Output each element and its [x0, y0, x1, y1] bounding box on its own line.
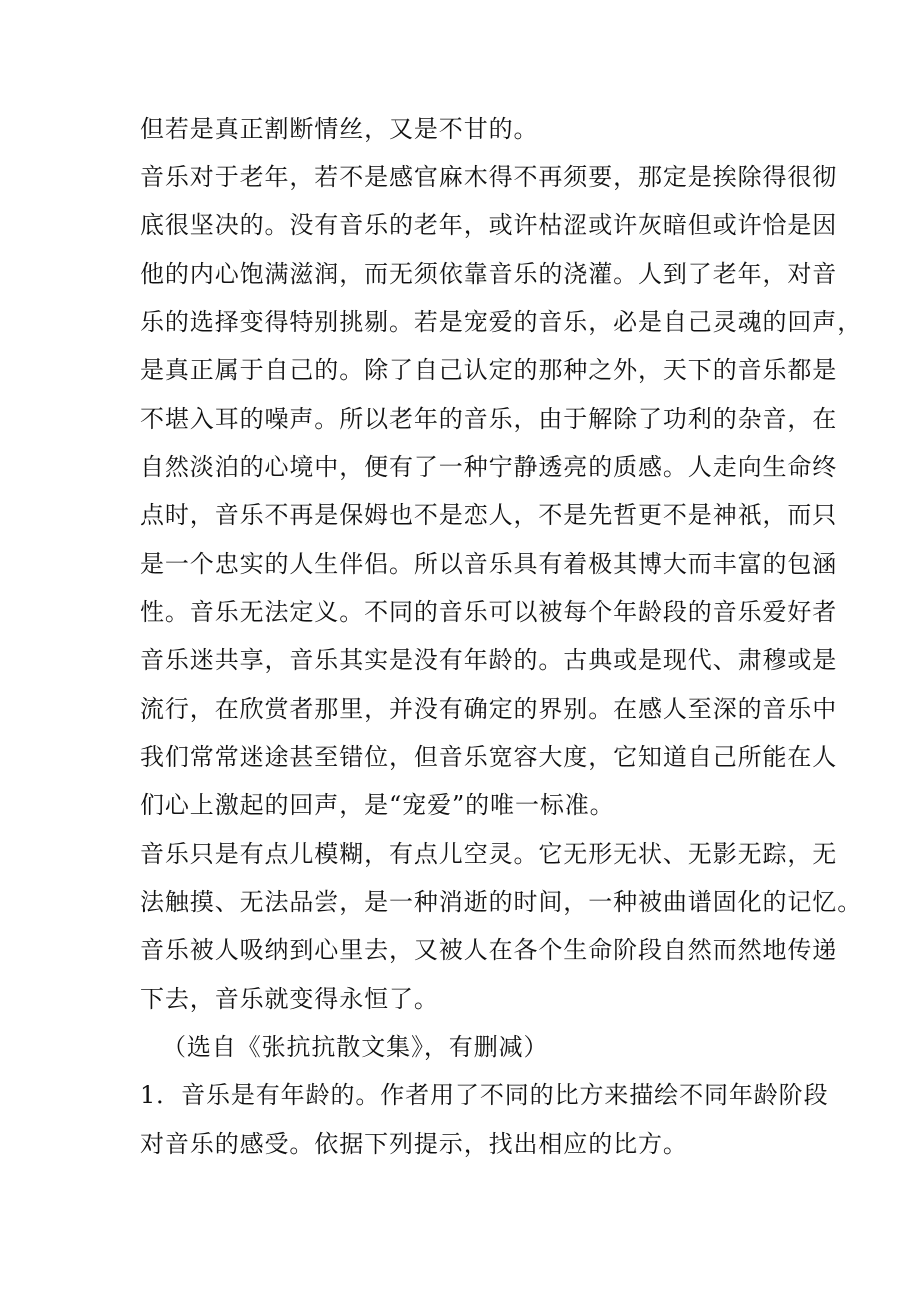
text-line: 不堪入耳的噪声。所以老年的音乐，由于解除了功利的杂音，在: [140, 405, 838, 433]
question-line: 对音乐的感受。依据下列提示，找出相应的比方。: [140, 1130, 688, 1158]
question-line: 1．音乐是有年龄的。作者用了不同的比方来描绘不同年龄阶段: [140, 1081, 829, 1109]
text-line: 底很坚决的。没有音乐的老年，或许枯涩或许灰暗但或许恰是因: [140, 211, 838, 239]
text-line: 是一个忠实的人生伴侣。所以音乐具有着极其博大而丰富的包涵: [140, 550, 838, 578]
text-line: 流行，在欣赏者那里，并没有确定的界别。在感人至深的音乐中: [140, 695, 838, 723]
text-line: 音乐对于老年，若不是感官麻木得不再须要，那定是挨除得很彻: [140, 163, 838, 191]
text-line: 是真正属于自己的。除了自己认定的那种之外，天下的音乐都是: [140, 356, 838, 384]
text-line: 他的内心饱满滋润，而无须依靠音乐的浇灌。人到了老年，对音: [140, 260, 838, 288]
text-line: 点时，音乐不再是保姆也不是恋人，不是先哲更不是神祇，而只: [140, 501, 838, 529]
text-line: 性。音乐无法定义。不同的音乐可以被每个年龄段的音乐爱好者: [140, 598, 838, 626]
text-line: 自然淡泊的心境中，便有了一种宁静透亮的质感。人走向生命终: [140, 453, 838, 481]
text-line: 法触摸、无法品尝，是一种消逝的时间，一种被曲谱固化的记忆。: [140, 888, 863, 916]
source-citation: （选自《张抗抗散文集》，有删减）: [162, 1033, 549, 1061]
text-line: 音乐被人吸纳到心里去，又被人在各个生命阶段自然而然地传递: [140, 936, 838, 964]
text-line: 们心上激起的回声，是“宠爱”的唯一标准。: [140, 791, 615, 819]
text-line: 音乐迷共享，音乐其实是没有年龄的。古典或是现代、肃穆或是: [140, 646, 838, 674]
text-line: 下去，音乐就变得永恒了。: [140, 985, 439, 1013]
text-line: 音乐只是有点儿模糊，有点儿空灵。它无形无状、无影无踪，无: [140, 840, 838, 868]
text-line: 但若是真正割断情丝，又是不甘的。: [140, 115, 539, 143]
text-line: 我们常常迷途甚至错位，但音乐宽容大度，它知道自己所能在人: [140, 743, 838, 771]
text-line: 乐的选择变得特别挑剔。若是宠爱的音乐，必是自己灵魂的回声，: [140, 308, 863, 336]
